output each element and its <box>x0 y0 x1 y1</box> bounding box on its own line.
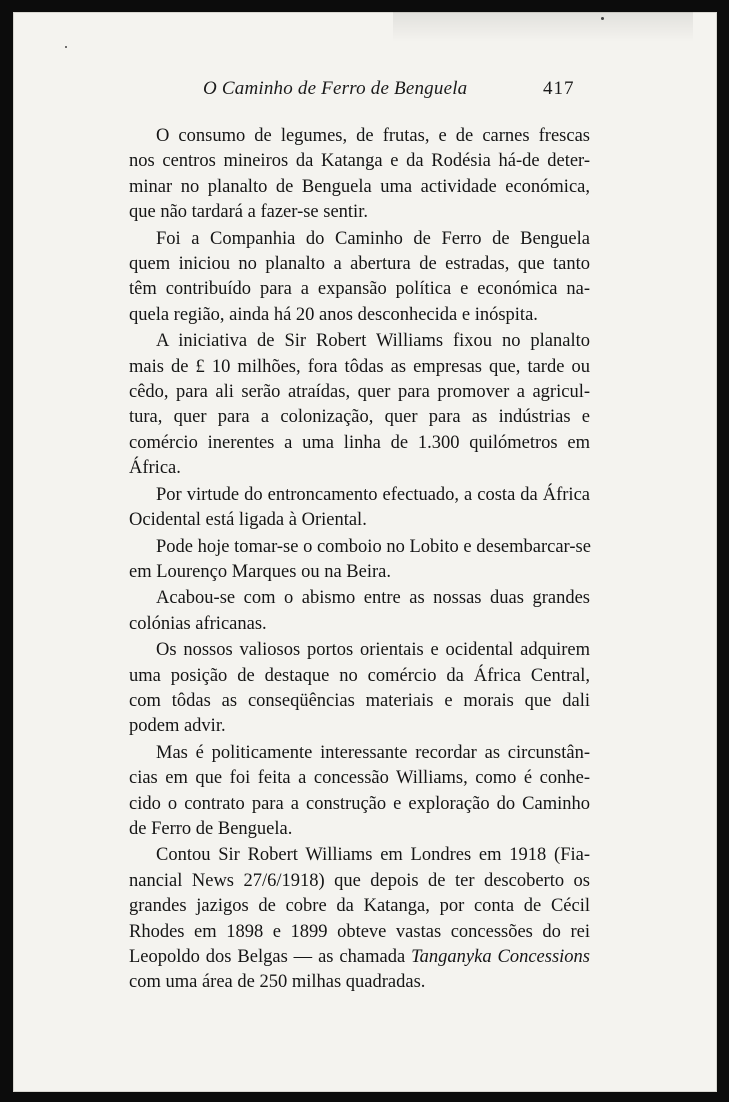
text-line: com tôdas as conseqüências materiais e morais que dali <box>129 690 590 711</box>
text-line: em Lourenço Marques ou na Beira. <box>129 561 391 582</box>
text-line: minar no planalto de Benguela uma actividade económica, <box>129 176 590 197</box>
text-line: que não tardará a fazer-se sentir. <box>129 202 368 223</box>
text-line: uma posição de destaque no comércio da África Central, <box>129 665 590 686</box>
body-text <box>102 124 590 997</box>
text-line: cias em que foi feita a concessão Williams, como é conhe- <box>129 768 590 789</box>
scan-speck <box>601 17 604 20</box>
text-line: grandes jazigos de cobre da Katanga, por conta de Cécil <box>129 896 590 917</box>
text-line: Por virtude do entroncamento efectuado, a costa da África <box>156 484 590 505</box>
text-line: com uma área de 250 milhas quadradas. <box>129 972 426 993</box>
text-line: Mas é politicamente interessante recordar as circunstân- <box>156 742 590 763</box>
paragraph <box>102 741 590 843</box>
text-line: quem iniciou no planalto a abertura de estradas, que tanto <box>129 254 590 275</box>
running-title: O Caminho de Ferro de Benguela <box>203 78 468 99</box>
text-line: mais de £ 10 milhões, fora tôdas as empresas que, tarde ou <box>129 356 590 377</box>
text-line: cêdo, para ali serão atraídas, quer para promover a agricul- <box>129 382 590 403</box>
paragraph <box>102 638 590 740</box>
paragraph <box>102 124 590 226</box>
text-line: Contou Sir Robert Williams em Londres em 1918 (Fia- <box>156 845 590 866</box>
text-line: Os nossos valiosos portos orientais e ocidental adquirem <box>156 640 590 661</box>
text-line: Acabou-se com o abismo entre as nossas duas grandes <box>156 588 590 609</box>
paragraph <box>102 586 590 637</box>
paragraph <box>102 843 590 995</box>
book-page <box>13 12 717 1092</box>
text-line: Rhodes em 1898 e 1899 obteve vastas concessões do rei <box>129 921 590 942</box>
paragraph <box>102 535 590 586</box>
text-line: cido o contrato para a construção e exploração do Caminho <box>129 793 590 814</box>
text-line: Leopoldo dos Belgas — as chamada Tanganyka Concessions <box>129 947 590 967</box>
text-line: tura, quer para a colonização, quer para as indústrias e <box>129 407 590 428</box>
text-line: podem advir. <box>129 716 226 737</box>
running-head <box>13 74 717 104</box>
text-line: nos centros mineiros da Katanga e da Rodésia há-de deter- <box>129 151 590 172</box>
text-line: A iniciativa de Sir Robert Williams fixou no planalto <box>156 331 590 352</box>
text-line: Pode hoje tomar-se o comboio no Lobito e desembarcar-se <box>156 536 591 557</box>
text-line: colónias africanas. <box>129 613 267 634</box>
text-line: de Ferro de Benguela. <box>129 818 293 839</box>
text-line: O consumo de legumes, de frutas, e de carnes frescas <box>156 126 590 146</box>
text-line: têm contribuído para a expansão política e económica na- <box>129 279 590 300</box>
text-line: quela região, ainda há 20 anos desconhecida e inóspita. <box>129 304 538 325</box>
text-line: África. <box>129 458 181 479</box>
paragraph <box>102 227 590 329</box>
text-line: Foi a Companhia do Caminho de Ferro de Benguela <box>156 228 590 249</box>
scan-speck <box>65 46 67 48</box>
text-line: Ocidental está ligada à Oriental. <box>129 510 367 531</box>
paragraph <box>102 483 590 534</box>
page-number: 417 <box>543 78 575 99</box>
text-line: nancial News 27/6/1918) que depois de ter descoberto os <box>129 870 590 891</box>
text-line: comércio inerentes a uma linha de 1.300 quilómetros em <box>129 432 590 453</box>
paragraph <box>102 329 590 481</box>
